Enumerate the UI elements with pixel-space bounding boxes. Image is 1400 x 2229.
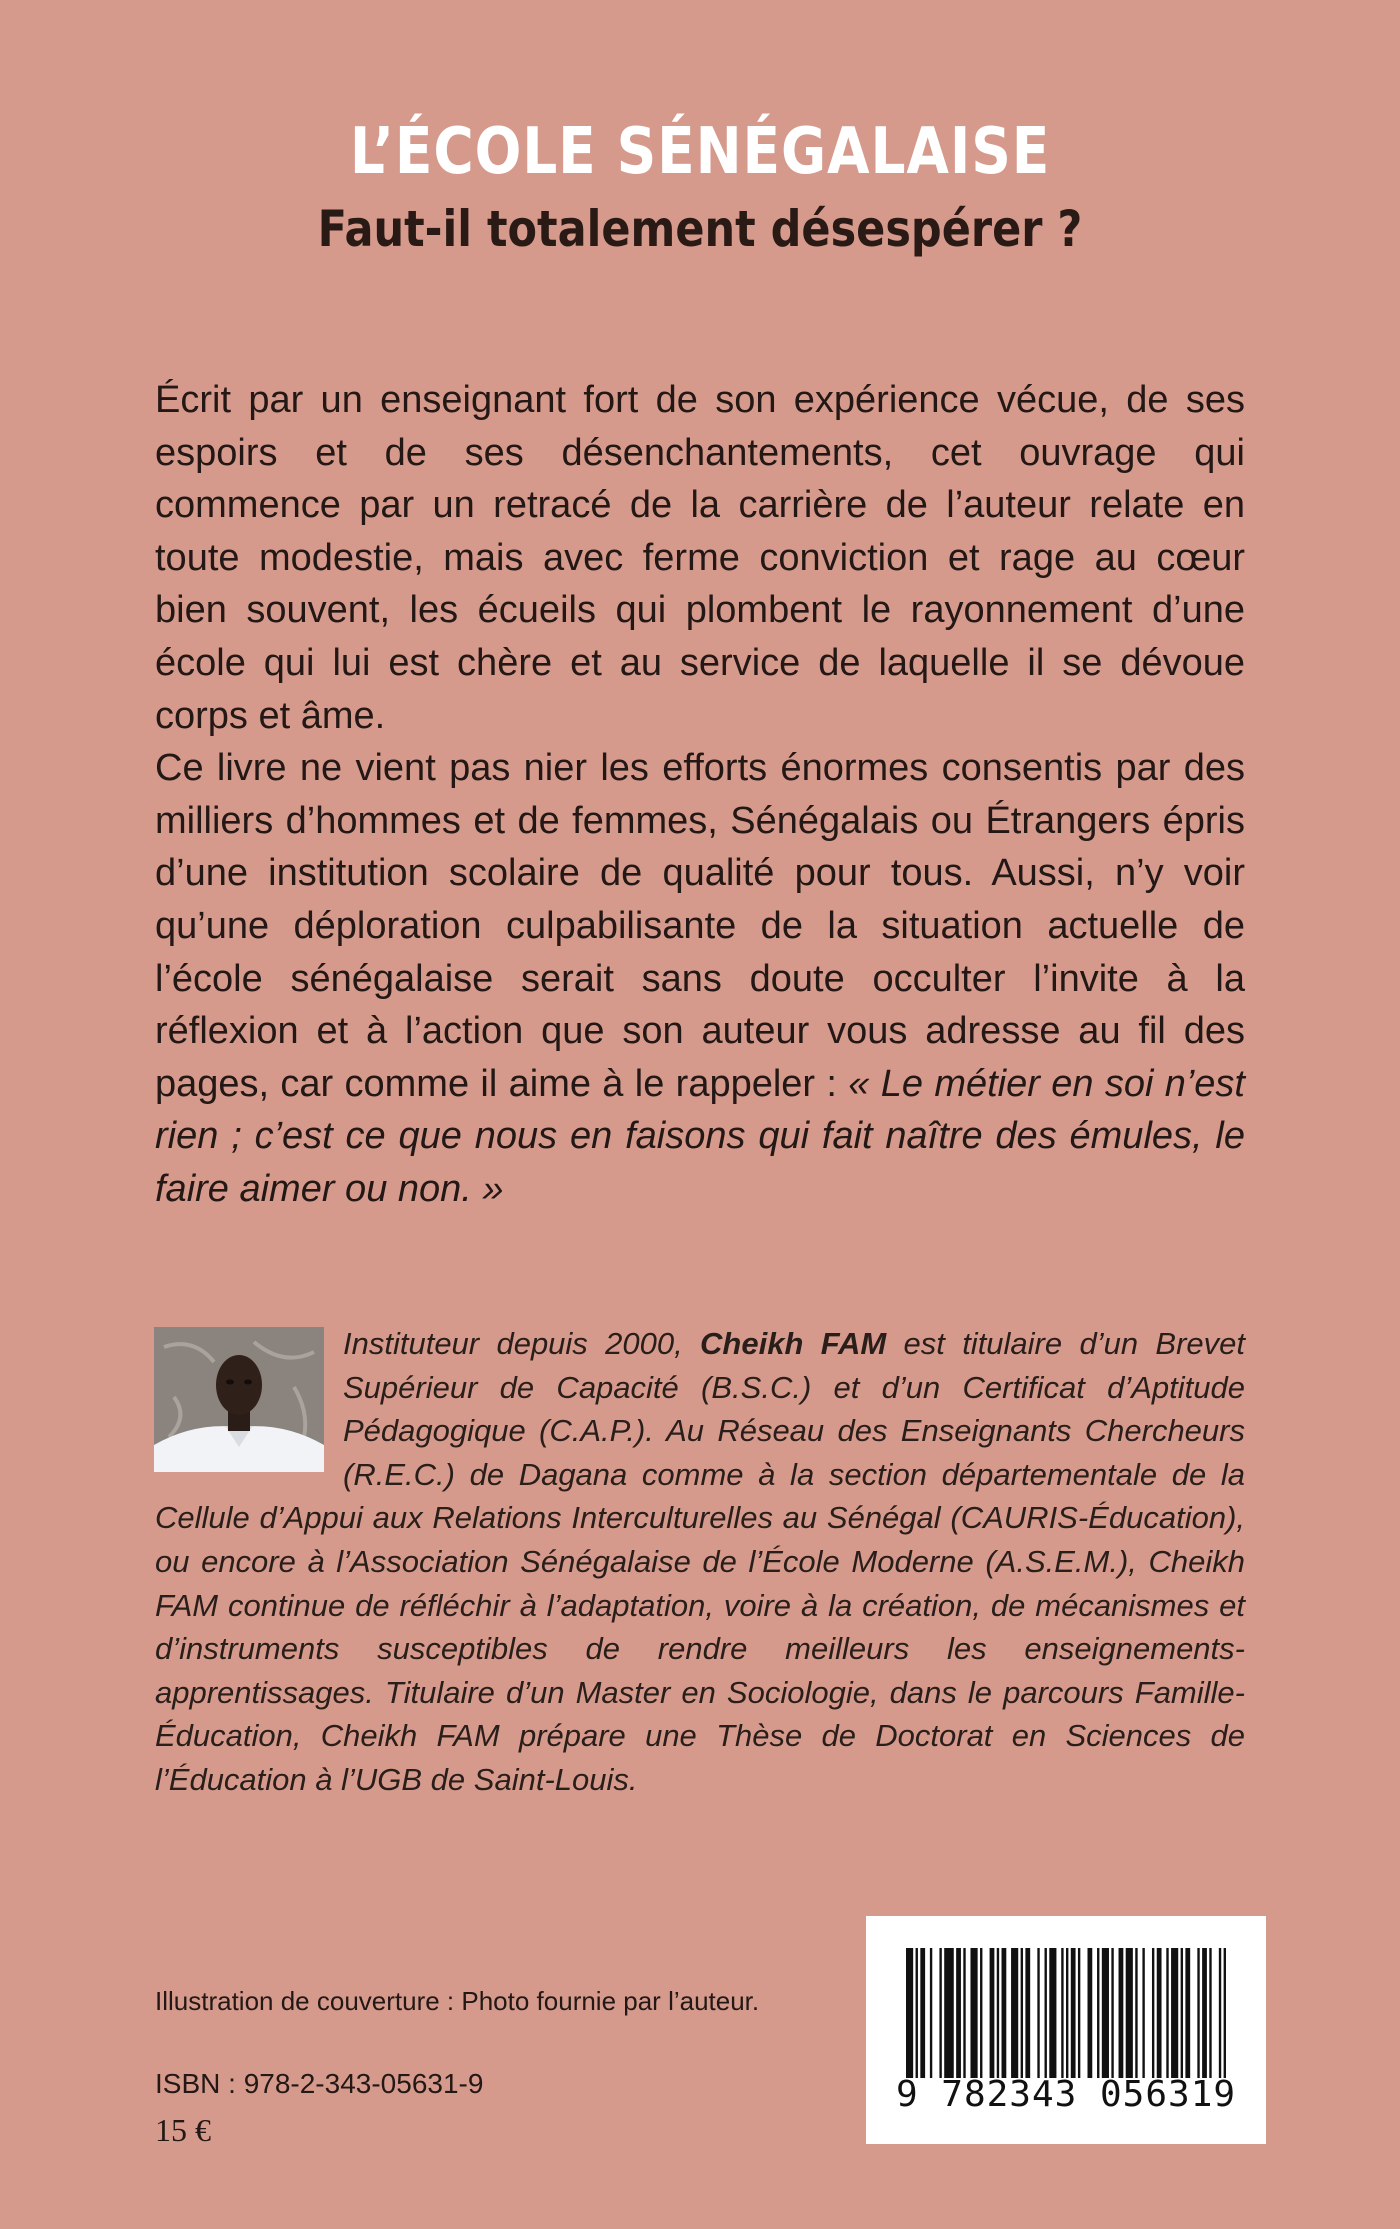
- book-subtitle: Faut-il totalement désespérer ?: [317, 200, 1083, 258]
- barcode-bar-25: [1102, 1948, 1109, 2078]
- barcode-bar-23: [1087, 1948, 1092, 2078]
- barcode-bar-7: [963, 1948, 965, 2078]
- barcode-bar-39: [1209, 1948, 1211, 2078]
- barcode-bar-22: [1078, 1948, 1080, 2078]
- summary-paragraph-1: Écrit par un enseignant fort de son expérience vécue, de ses espoirs et de ses désenchantements, cet ouvrage qui commence par un retracé de la carrière de l’auteur relate en toute modestie, mais avec ferme conviction et rage au cœur bien souvent, les écueils qui plombent le rayonnement d’une école qui lui est chère et au service de laquelle il se dévoue corps et âme.: [155, 379, 1245, 737]
- barcode-bar-29: [1135, 1948, 1137, 2078]
- barcode-bar-17: [1045, 1948, 1047, 2078]
- summary-text: [155, 374, 1245, 1216]
- barcode-bar-26: [1111, 1948, 1113, 2078]
- barcode-bar-8: [970, 1948, 977, 2078]
- barcode-bar-33: [1166, 1948, 1168, 2078]
- barcode-bar-40: [1219, 1948, 1221, 2078]
- price: 15 €: [155, 2112, 211, 2148]
- barcode-bar-3: [930, 1948, 932, 2078]
- barcode-bar-32: [1157, 1948, 1162, 2078]
- barcode-bar-19: [1061, 1948, 1063, 2078]
- photo-float-spacer: [155, 1322, 343, 1486]
- barcode-bar-14: [1021, 1948, 1023, 2078]
- barcode-bars: [906, 1948, 1226, 2078]
- barcode-bar-10: [990, 1948, 995, 2078]
- barcode-bar-6: [956, 1948, 961, 2078]
- barcode-bar-16: [1037, 1948, 1039, 2078]
- barcode-bar-34: [1171, 1948, 1178, 2078]
- barcode-bar-11: [997, 1948, 999, 2078]
- book-title: L’ÉCOLE SÉNÉGALAISE: [349, 115, 1051, 189]
- barcode-bar-13: [1011, 1948, 1018, 2078]
- barcode-bar-36: [1185, 1948, 1190, 2078]
- author-bio-start: Instituteur depuis 2000,: [343, 1326, 701, 1361]
- barcode-bar-41: [1224, 1948, 1226, 2078]
- barcode-bar-28: [1126, 1948, 1133, 2078]
- barcode: [866, 1916, 1266, 2144]
- author-bio-rest: est titulaire d’un Brevet Supérieur de Capacité (B.S.C.) et d’un Certificat d’Aptitude Pédagogique (C.A.P.). Au Réseau des Enseignants Chercheurs (R.E.C.) de Dagana comme à la section départementale de la Cellule d’Appui aux Relations Interculturelles au Sénégal (CAURIS-Éducation), ou encore à l’Association Sénégalaise de l’École Moderne (A.S.E.M.), Cheikh FAM continue de réfléchir à l’adaptation, voire à la création, de mécanismes et d’instruments susceptibles de rendre meilleurs les enseignements-apprentissages. Titulaire d’un Master en Sociologie, dans le parcours Famille-Éducation, Cheikh FAM prépare une Thèse de Doctorat en Sciences de l’Éducation à l’UGB de Saint-Louis.: [155, 1326, 1245, 1797]
- barcode-bar-24: [1097, 1948, 1099, 2078]
- barcode-bar-1: [916, 1948, 918, 2078]
- barcode-bar-5: [944, 1948, 954, 2078]
- barcode-bar-2: [920, 1948, 925, 2078]
- barcode-bar-12: [1002, 1948, 1007, 2078]
- barcode-number: 9 782343 056319: [895, 2074, 1237, 2115]
- barcode-bar-37: [1197, 1948, 1199, 2078]
- barcode-bar-21: [1071, 1948, 1076, 2078]
- barcode-bar-0: [906, 1948, 913, 2078]
- author-name: Cheikh FAM: [700, 1326, 887, 1361]
- summary-paragraph-2-text: Ce livre ne vient pas nier les efforts énormes consentis par des milliers d’hommes et de femmes, Sénégalais ou Étrangers épris d’une institution scolaire de qualité pour tous. Aussi, n’y voir qu’une déploration culpabilisante de la situation actuelle de l’école sénégalaise serait sans doute occulter l’invite à la réflexion et à l’action que son auteur vous adresse au fil des pages, car comme il aime à le rappeler :: [155, 747, 1245, 1105]
- barcode-bar-9: [980, 1948, 982, 2078]
- summary-quote: « Le métier en soi n’est rien ; c’est ce que nous en faisons qui fait naître des émules, le faire aimer ou non. »: [155, 1062, 1245, 1210]
- barcode-bar-31: [1152, 1948, 1154, 2078]
- barcode-bar-30: [1142, 1948, 1144, 2078]
- author-bio: [155, 1322, 1245, 1802]
- barcode-bar-4: [939, 1948, 941, 2078]
- cover-credit: Illustration de couverture : Photo fournie par l’auteur.: [155, 1986, 760, 2016]
- barcode-bar-18: [1049, 1948, 1056, 2078]
- barcode-bar-27: [1119, 1948, 1124, 2078]
- summary-paragraph-2: [155, 742, 1245, 1215]
- barcode-bar-15: [1025, 1948, 1030, 2078]
- barcode-bar-20: [1066, 1948, 1068, 2078]
- barcode-bar-35: [1181, 1948, 1183, 2078]
- isbn: ISBN : 978-2-343-05631-9: [155, 2068, 484, 2099]
- barcode-bar-38: [1202, 1948, 1207, 2078]
